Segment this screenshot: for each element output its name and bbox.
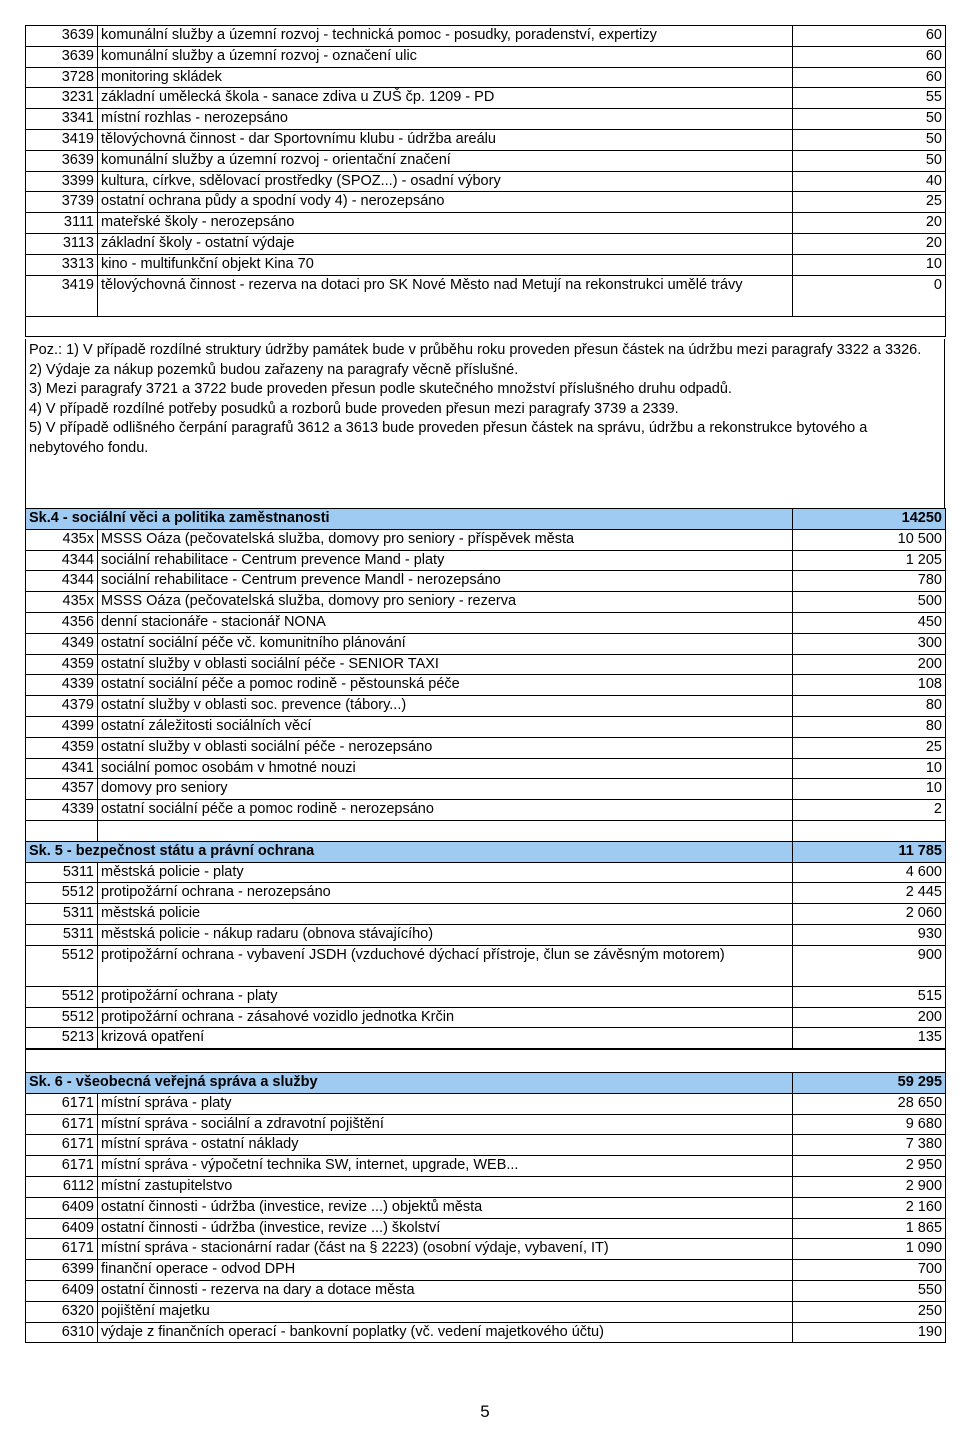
table-row	[26, 737, 946, 758]
paragraph-code: 3419	[26, 129, 98, 150]
item-description: ostatní činnosti - rezerva na dary a dotace města	[98, 1280, 793, 1301]
table-row	[26, 529, 946, 550]
item-amount: 55	[793, 88, 946, 109]
item-description: městská policie - nákup radaru (obnova stávajícího)	[98, 924, 793, 945]
table-row	[26, 26, 946, 47]
paragraph-code: 3639	[26, 46, 98, 67]
item-amount: 60	[793, 46, 946, 67]
item-description: tělovýchovná činnost - dar Sportovnímu klubu - údržba areálu	[98, 129, 793, 150]
note-4: 4) V případě rozdílné potřeby posudků a rozborů bude proveden přesun mezi paragrafy 3739 a 2339.	[29, 400, 679, 417]
item-amount: 780	[793, 571, 946, 592]
item-description: krizová opatření	[98, 1028, 793, 1049]
table-row	[26, 150, 946, 171]
item-amount: 1 090	[793, 1239, 946, 1260]
table-row	[26, 904, 946, 925]
paragraph-code: 3399	[26, 171, 98, 192]
item-amount: 50	[793, 150, 946, 171]
item-amount: 300	[793, 633, 946, 654]
item-description: ostatní činnosti - údržba (investice, revize ...) objektů města	[98, 1197, 793, 1218]
paragraph-code: 4339	[26, 800, 98, 821]
item-description: sociální rehabilitace - Centrum prevence Mandl - nerozepsáno	[98, 571, 793, 592]
item-description: protipožární ochrana - platy	[98, 986, 793, 1007]
table-row	[26, 1218, 946, 1239]
section-title: Sk.4 - sociální věci a politika zaměstnanosti	[26, 509, 793, 530]
paragraph-code: 6409	[26, 1280, 98, 1301]
sk5-body	[26, 821, 946, 1049]
item-description: tělovýchovná činnost - rezerva na dotaci pro SK Nové Město nad Metují na rekonstrukci umělé trávy	[98, 275, 793, 316]
spacer-row	[26, 821, 946, 842]
block1-body	[26, 26, 946, 337]
note-3: 3) Mezi paragrafy 3721 a 3722 bude proveden přesun podle skutečného množství příslušného druhu odpadů.	[29, 381, 732, 397]
item-amount: 25	[793, 737, 946, 758]
table-row	[26, 129, 946, 150]
item-amount: 2 160	[793, 1197, 946, 1218]
table-row	[26, 675, 946, 696]
section-total: 11 785	[793, 841, 946, 862]
item-description: místní správa - sociální a zdravotní pojištění	[98, 1114, 793, 1135]
table-row	[26, 109, 946, 130]
item-amount: 20	[793, 213, 946, 234]
paragraph-code: 3419	[26, 275, 98, 316]
item-description: kino - multifunkční objekt Kina 70	[98, 254, 793, 275]
item-amount: 2 445	[793, 883, 946, 904]
budget-table-sk4	[25, 508, 946, 821]
item-amount: 200	[793, 654, 946, 675]
item-description: místní rozhlas - nerozepsáno	[98, 109, 793, 130]
paragraph-code: 6171	[26, 1135, 98, 1156]
item-description: ostatní služby v oblasti sociální péče - nerozepsáno	[98, 737, 793, 758]
item-description: ostatní činnosti - údržba (investice, revize ...) školství	[98, 1218, 793, 1239]
item-description: výdaje z finančních operací - bankovní poplatky (vč. vedení majetkového účtu)	[98, 1322, 793, 1343]
table-row	[26, 1093, 946, 1114]
page-number: 5	[480, 1402, 490, 1421]
paragraph-code: 5512	[26, 945, 98, 986]
item-description: městská policie	[98, 904, 793, 925]
paragraph-code: 5311	[26, 862, 98, 883]
table-row	[26, 213, 946, 234]
note-5: 5) V případě odlišného čerpání paragrafů 3612 a 3613 bude proveden přesun částek na správu, údržbu a rekonstrukce bytového a nebytového fondu.	[29, 420, 868, 456]
table-row	[26, 862, 946, 883]
paragraph-code: 3639	[26, 26, 98, 47]
table-row	[26, 1007, 946, 1028]
item-amount: 50	[793, 129, 946, 150]
paragraph-code: 6310	[26, 1322, 98, 1343]
table-row	[26, 1260, 946, 1281]
item-amount: 40	[793, 171, 946, 192]
item-amount: 930	[793, 924, 946, 945]
item-description: místní správa - stacionární radar (část na § 2223) (osobní výdaje, vybavení, IT)	[98, 1239, 793, 1260]
sk6-body	[26, 1050, 946, 1343]
item-amount: 500	[793, 592, 946, 613]
item-amount: 10	[793, 758, 946, 779]
item-description: mateřské školy - nerozepsáno	[98, 213, 793, 234]
item-amount: 450	[793, 612, 946, 633]
notes-section	[25, 339, 945, 508]
paragraph-code: 5512	[26, 883, 98, 904]
item-amount: 4 600	[793, 862, 946, 883]
budget-table-block1	[25, 25, 946, 337]
table-row	[26, 1156, 946, 1177]
paragraph-code: 3113	[26, 233, 98, 254]
table-row	[26, 1114, 946, 1135]
item-amount: 28 650	[793, 1093, 946, 1114]
item-description: domovy pro seniory	[98, 779, 793, 800]
item-amount: 50	[793, 109, 946, 130]
paragraph-code: 3341	[26, 109, 98, 130]
section-total: 59 295	[793, 1073, 946, 1094]
paragraph-code: 3739	[26, 192, 98, 213]
table-row	[26, 1322, 946, 1343]
table-row	[26, 1176, 946, 1197]
table-row	[26, 800, 946, 821]
table-row	[26, 171, 946, 192]
table-row	[26, 67, 946, 88]
table-row	[26, 758, 946, 779]
paragraph-code: 4399	[26, 716, 98, 737]
item-description: finanční operace - odvod DPH	[98, 1260, 793, 1281]
item-description: denní stacionáře - stacionář NONA	[98, 612, 793, 633]
item-amount: 10	[793, 254, 946, 275]
item-amount: 7 380	[793, 1135, 946, 1156]
paragraph-code: 4344	[26, 571, 98, 592]
item-amount: 80	[793, 716, 946, 737]
item-amount: 1 205	[793, 550, 946, 571]
item-amount: 10 500	[793, 529, 946, 550]
section-header-sk4	[26, 509, 946, 530]
paragraph-code: 5512	[26, 1007, 98, 1028]
item-description: kultura, církve, sdělovací prostředky (SPOZ...) - osadní výbory	[98, 171, 793, 192]
paragraph-code: 3728	[26, 67, 98, 88]
item-description: komunální služby a územní rozvoj - označení ulic	[98, 46, 793, 67]
paragraph-code: 6171	[26, 1239, 98, 1260]
paragraph-code: 6409	[26, 1218, 98, 1239]
table-row	[26, 1239, 946, 1260]
note-2: 2) Výdaje za nákup pozemků budou zařazeny na paragrafy věcně příslušné.	[29, 361, 519, 378]
paragraph-code: 4357	[26, 779, 98, 800]
table-row	[26, 612, 946, 633]
item-amount: 135	[793, 1028, 946, 1049]
item-amount: 550	[793, 1280, 946, 1301]
paragraph-code: 435x	[26, 529, 98, 550]
table-row	[26, 1280, 946, 1301]
item-amount: 25	[793, 192, 946, 213]
table-row	[26, 46, 946, 67]
paragraph-code: 4359	[26, 654, 98, 675]
item-amount: 515	[793, 986, 946, 1007]
item-description: městská policie - platy	[98, 862, 793, 883]
item-description: místní správa - platy	[98, 1093, 793, 1114]
table-row	[26, 779, 946, 800]
paragraph-code: 6409	[26, 1197, 98, 1218]
item-description: monitoring skládek	[98, 67, 793, 88]
table-row	[26, 633, 946, 654]
item-amount: 200	[793, 1007, 946, 1028]
item-description: komunální služby a územní rozvoj - technická pomoc - posudky, poradenství, expertizy	[98, 26, 793, 47]
item-amount: 900	[793, 945, 946, 986]
item-description: pojištění majetku	[98, 1301, 793, 1322]
item-description: MSSS Oáza (pečovatelská služba, domovy pro seniory - příspěvek města	[98, 529, 793, 550]
item-amount: 700	[793, 1260, 946, 1281]
item-amount: 250	[793, 1301, 946, 1322]
item-description: ostatní sociální péče a pomoc rodině - pěstounská péče	[98, 675, 793, 696]
paragraph-code: 6320	[26, 1301, 98, 1322]
paragraph-code: 4359	[26, 737, 98, 758]
item-amount: 1 865	[793, 1218, 946, 1239]
sk4-body	[26, 509, 946, 821]
paragraph-code: 3313	[26, 254, 98, 275]
item-description: ostatní sociální péče vč. komunitního plánování	[98, 633, 793, 654]
item-description: protipožární ochrana - zásahové vozidlo jednotka Krčin	[98, 1007, 793, 1028]
item-amount: 108	[793, 675, 946, 696]
section-title: Sk. 5 - bezpečnost státu a právní ochrana	[26, 841, 793, 862]
table-row	[26, 654, 946, 675]
item-amount: 60	[793, 67, 946, 88]
paragraph-code: 3231	[26, 88, 98, 109]
paragraph-code: 4341	[26, 758, 98, 779]
item-amount: 9 680	[793, 1114, 946, 1135]
section-header-sk6	[26, 1073, 946, 1094]
table-row	[26, 233, 946, 254]
budget-table-sk6	[25, 1049, 946, 1343]
item-description: ostatní sociální péče a pomoc rodině - nerozepsáno	[98, 800, 793, 821]
table-row	[26, 550, 946, 571]
paragraph-code: 4356	[26, 612, 98, 633]
table-row	[26, 696, 946, 717]
paragraph-code: 6171	[26, 1114, 98, 1135]
paragraph-code: 5311	[26, 924, 98, 945]
item-amount: 2	[793, 800, 946, 821]
item-amount: 10	[793, 779, 946, 800]
table-row	[26, 883, 946, 904]
item-amount: 2 060	[793, 904, 946, 925]
section-total: 14250	[793, 509, 946, 530]
item-amount: 60	[793, 26, 946, 47]
table-row	[26, 88, 946, 109]
item-description: protipožární ochrana - vybavení JSDH (vzduchové dýchací přístroje, člun se závěsným motorem)	[98, 945, 793, 986]
spacer-row	[26, 1050, 946, 1073]
paragraph-code: 5213	[26, 1028, 98, 1049]
section-header-sk5	[26, 841, 946, 862]
table-row	[26, 1301, 946, 1322]
item-description: ostatní záležitosti sociálních věcí	[98, 716, 793, 737]
paragraph-code: 5311	[26, 904, 98, 925]
section-title: Sk. 6 - všeobecná veřejná správa a služby	[26, 1073, 793, 1094]
paragraph-code: 3639	[26, 150, 98, 171]
table-row	[26, 1028, 946, 1049]
item-description: místní správa - ostatní náklady	[98, 1135, 793, 1156]
table-row	[26, 945, 946, 986]
paragraph-code: 4344	[26, 550, 98, 571]
table-row	[26, 1197, 946, 1218]
item-description: MSSS Oáza (pečovatelská služba, domovy pro seniory - rezerva	[98, 592, 793, 613]
paragraph-code: 4379	[26, 696, 98, 717]
table-row	[26, 592, 946, 613]
table-row	[26, 716, 946, 737]
table-row	[26, 571, 946, 592]
paragraph-code: 5512	[26, 986, 98, 1007]
item-description: ostatní služby v oblasti sociální péče - SENIOR TAXI	[98, 654, 793, 675]
item-amount: 190	[793, 1322, 946, 1343]
item-description: základní umělecká škola - sanace zdiva u ZUŠ čp. 1209 - PD	[98, 88, 793, 109]
item-description: ostatní služby v oblasti soc. prevence (tábory...)	[98, 696, 793, 717]
budget-table-sk5	[25, 820, 946, 1049]
item-description: místní správa - výpočetní technika SW, internet, upgrade, WEB...	[98, 1156, 793, 1177]
paragraph-code: 6171	[26, 1156, 98, 1177]
paragraph-code: 4349	[26, 633, 98, 654]
item-description: sociální pomoc osobám v hmotné nouzi	[98, 758, 793, 779]
table-row	[26, 924, 946, 945]
paragraph-code: 6112	[26, 1176, 98, 1197]
paragraph-code: 435x	[26, 592, 98, 613]
spacer-row	[26, 316, 946, 337]
item-description: protipožární ochrana - nerozepsáno	[98, 883, 793, 904]
paragraph-code: 6399	[26, 1260, 98, 1281]
table-row	[26, 275, 946, 316]
item-amount: 2 900	[793, 1176, 946, 1197]
item-amount: 80	[793, 696, 946, 717]
note-1: Poz.: 1) V případě rozdílné struktury údržby památek bude v průběhu roku proveden přesun částek na údržbu mezi paragrafy 3322 a 3326.	[29, 342, 922, 358]
item-amount: 2 950	[793, 1156, 946, 1177]
table-row	[26, 254, 946, 275]
paragraph-code: 3111	[26, 213, 98, 234]
table-row	[26, 1135, 946, 1156]
paragraph-code: 4339	[26, 675, 98, 696]
item-description: místní zastupitelstvo	[98, 1176, 793, 1197]
item-description: komunální služby a územní rozvoj - orientační značení	[98, 150, 793, 171]
item-amount: 20	[793, 233, 946, 254]
table-row	[26, 192, 946, 213]
item-amount: 0	[793, 275, 946, 316]
table-row	[26, 986, 946, 1007]
item-description: základní školy - ostatní výdaje	[98, 233, 793, 254]
item-description: sociální rehabilitace - Centrum prevence Mand - platy	[98, 550, 793, 571]
paragraph-code: 6171	[26, 1093, 98, 1114]
item-description: ostatní ochrana půdy a spodní vody 4) - nerozepsáno	[98, 192, 793, 213]
